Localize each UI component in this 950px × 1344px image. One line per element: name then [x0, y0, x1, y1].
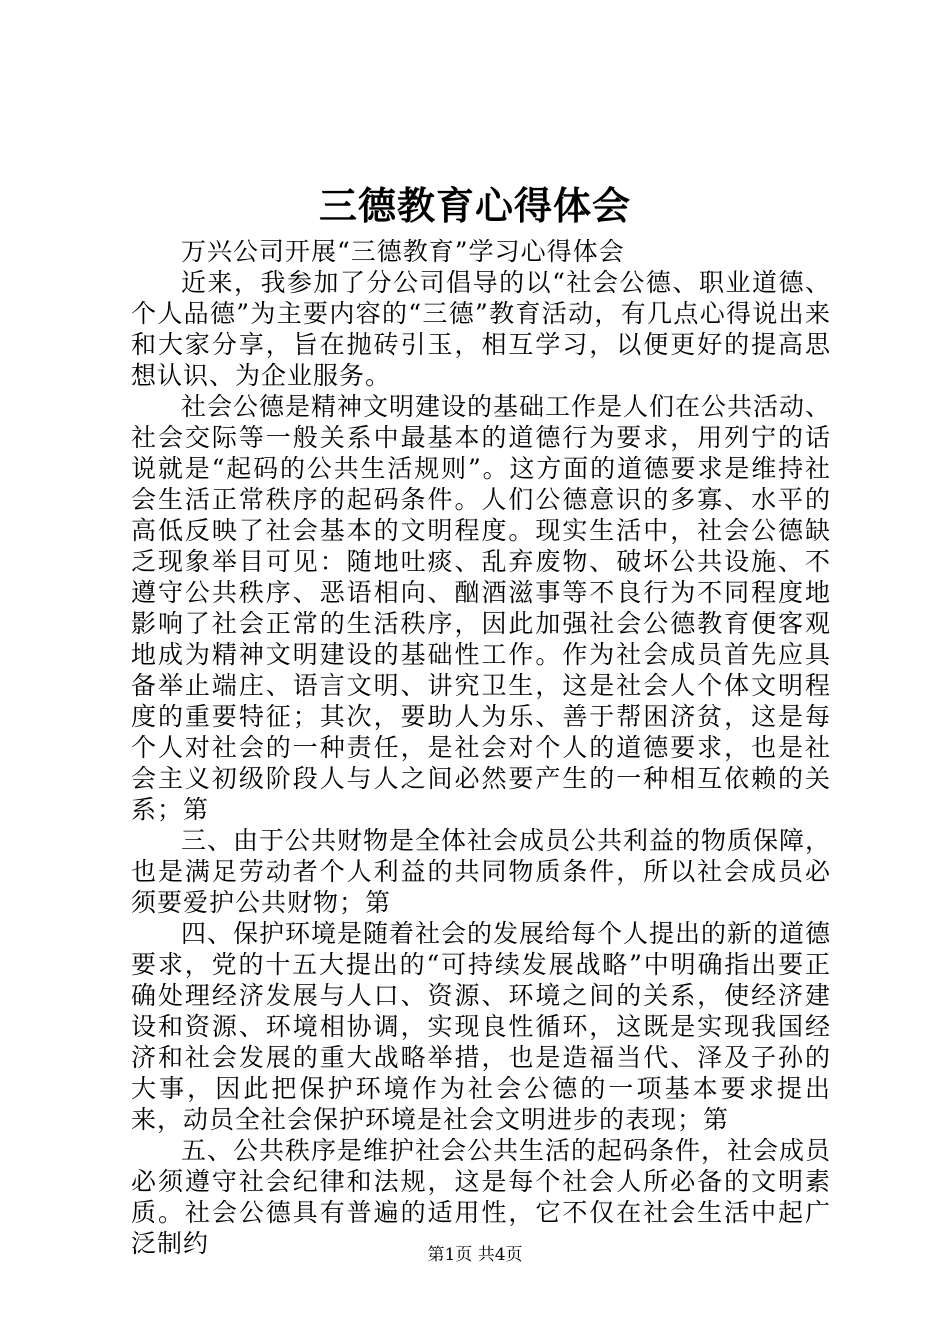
intro-paragraph: 近来，我参加了分公司倡导的以“社会公德、职业道德、个人品德”为主要内容的“三德”教育活动，有几点心得说出来和大家分享，旨在抛砖引玉，相互学习，以便更好的提高思想认识、为企业服务。	[131, 268, 831, 390]
document-title: 三德教育心得体会	[318, 183, 631, 228]
public-order-paragraph: 五、公共秩序是维护社会公共生活的起码条件，社会成员必须遵守社会纪律和法规，这是每个社会人所必备的文明素质。社会公德具有普遍的适用性，它不仅在社会生活中起广泛制约	[131, 1136, 832, 1258]
document-body	[131, 236, 831, 1259]
page-number-footer: 第1页 共4页	[427, 1245, 523, 1265]
environment-paragraph: 四、保护环境是随着社会的发展给每个人提出的新的道德要求，党的十五大提出的“可持续发展战略”中明确指出要正确处理经济发展与人口、资源、环境之间的关系，使经济建设和资源、环境相协调，实现良性循环，这既是实现我国经济和社会发展的重大战略举措，也是造福当代、泽及子孙的大事，因此把保护环境作为社会公德的一项基本要求提出来，动员全社会保护环境是社会文明进步的表现；第	[131, 919, 832, 1134]
public-property-paragraph: 三、由于公共财物是全体社会成员公共利益的物质保障，也是满足劳动者个人利益的共同物质条件，所以社会成员必须要爱护公共财物；第	[131, 826, 832, 917]
social-ethics-paragraph: 社会公德是精神文明建设的基础工作是人们在公共活动、社会交际等一般关系中最基本的道德行为要求，用列宁的话说就是“起码的公共生活规则”。这方面的道德要求是维持社会生活正常秩序的起码条件。人们公德意识的多寡、水平的高低反映了社会基本的文明程度。现实生活中，社会公德缺乏现象举目可见：随地吐痰、乱弃废物、破坏公共设施、不遵守公共秩序、恶语相向、酗酒滋事等不良行为不同程度地影响了社会正常的生活秩序，因此加强社会公德教育便客观地成为精神文明建设的基础性工作。作为社会成员首先应具备举止端庄、语言文明、讲究卫生，这是社会人个体文明程度的重要特征；其次，要助人为乐、善于帮困济贫，这是每个人对社会的一种责任，是社会对个人的道德要求，也是社会主义初级阶段人与人之间必然要产生的一种相互依赖的关系；第	[131, 392, 832, 824]
subtitle-paragraph: 万兴公司开展“三德教育”学习心得体会	[181, 237, 625, 266]
